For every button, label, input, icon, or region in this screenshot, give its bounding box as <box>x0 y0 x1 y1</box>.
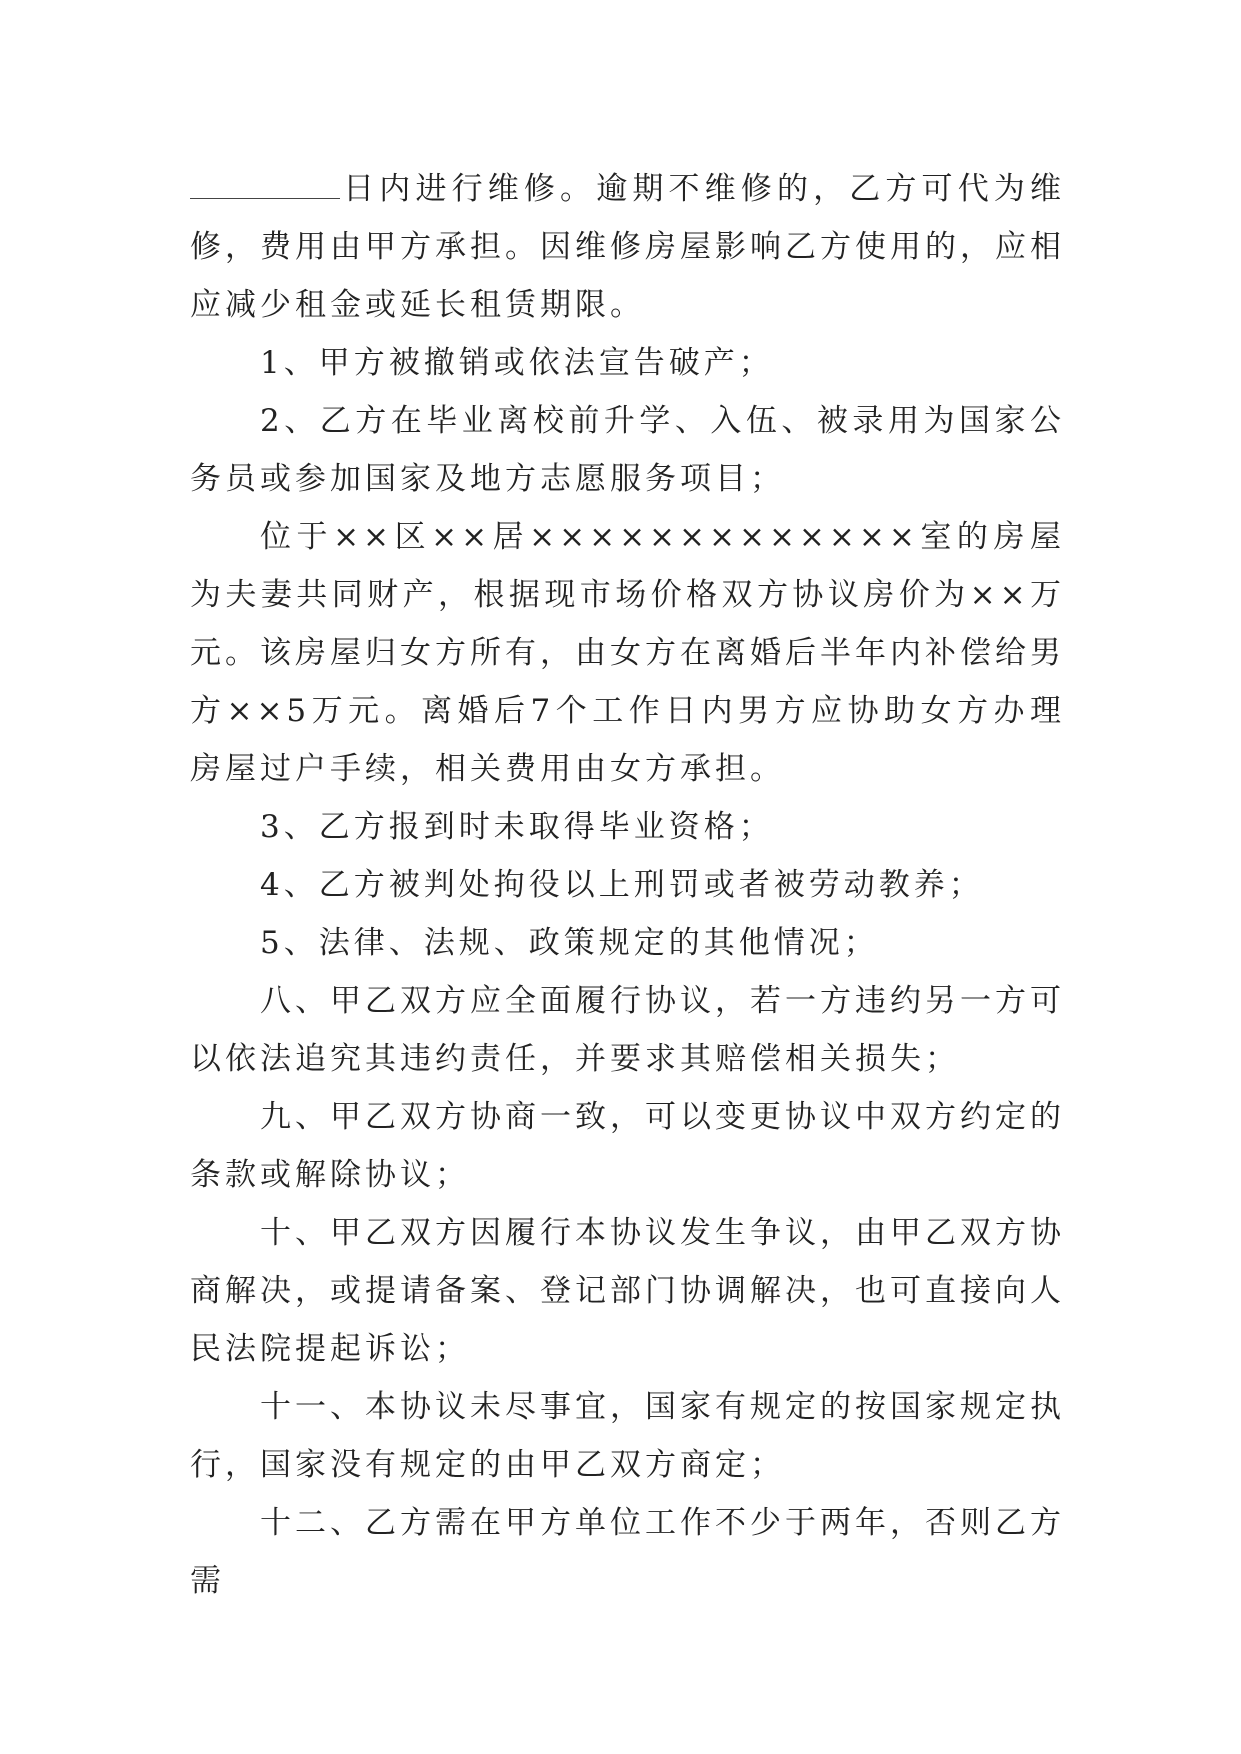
paragraph-clause-10 <box>190 1204 1065 1378</box>
paragraph-text: 十、甲乙双方因履行本协议发生争议，由甲乙双方协商解决，或提请备案、登记部门协调解决，也可直接向人民法院提起诉讼； <box>190 1215 1065 1367</box>
paragraph-item-3 <box>190 798 1065 856</box>
paragraph-clause-12 <box>190 1494 1065 1610</box>
paragraph-item-2 <box>190 392 1065 508</box>
paragraph-text: 4、乙方被判处拘役以上刑罚或者被劳动教养； <box>260 867 984 903</box>
paragraph-clause-8 <box>190 972 1065 1088</box>
paragraph-maintenance <box>190 160 1065 334</box>
paragraph-text: 2、乙方在毕业离校前升学、入伍、被录用为国家公务员或参加国家及地方志愿服务项目； <box>190 403 1065 497</box>
paragraph-text: 九、甲乙双方协商一致，可以变更协议中双方约定的条款或解除协议； <box>190 1099 1065 1193</box>
paragraph-text: 十一、本协议未尽事宜，国家有规定的按国家规定执行，国家没有规定的由甲乙双方商定； <box>190 1389 1065 1483</box>
paragraph-item-5 <box>190 914 1065 972</box>
paragraph-item-4 <box>190 856 1065 914</box>
paragraph-text: 位于××区××居×××××××××××××室的房屋为夫妻共同财产，根据现市场价格双方协议房价为××万元。该房屋归女方所有，由女方在离婚后半年内补偿给男方××5万元。离婚后7个工作日内男方应协助女方办理房屋过户手续，相关费用由女方承担。 <box>190 519 1065 787</box>
paragraph-text: 十二、乙方需在甲方单位工作不少于两年，否则乙方需 <box>190 1505 1065 1599</box>
paragraph-property <box>190 508 1065 798</box>
paragraph-item-1 <box>190 334 1065 392</box>
paragraph-clause-9 <box>190 1088 1065 1204</box>
paragraph-text: 日内进行维修。逾期不维修的，乙方可代为维修，费用由甲方承担。因维修房屋影响乙方使用的，应相应减少租金或延长租赁期限。 <box>190 171 1065 323</box>
paragraph-clause-11 <box>190 1378 1065 1494</box>
paragraph-text: 5、法律、法规、政策规定的其他情况； <box>260 925 879 961</box>
paragraph-text: 八、甲乙双方应全面履行协议，若一方违约另一方可以依法追究其违约责任，并要求其赔偿相关损失； <box>190 983 1065 1077</box>
document-body <box>190 160 1065 1610</box>
paragraph-text: 1、甲方被撤销或依法宣告破产； <box>260 345 774 381</box>
fill-in-blank <box>190 172 340 199</box>
paragraph-text: 3、乙方报到时未取得毕业资格； <box>260 809 774 845</box>
